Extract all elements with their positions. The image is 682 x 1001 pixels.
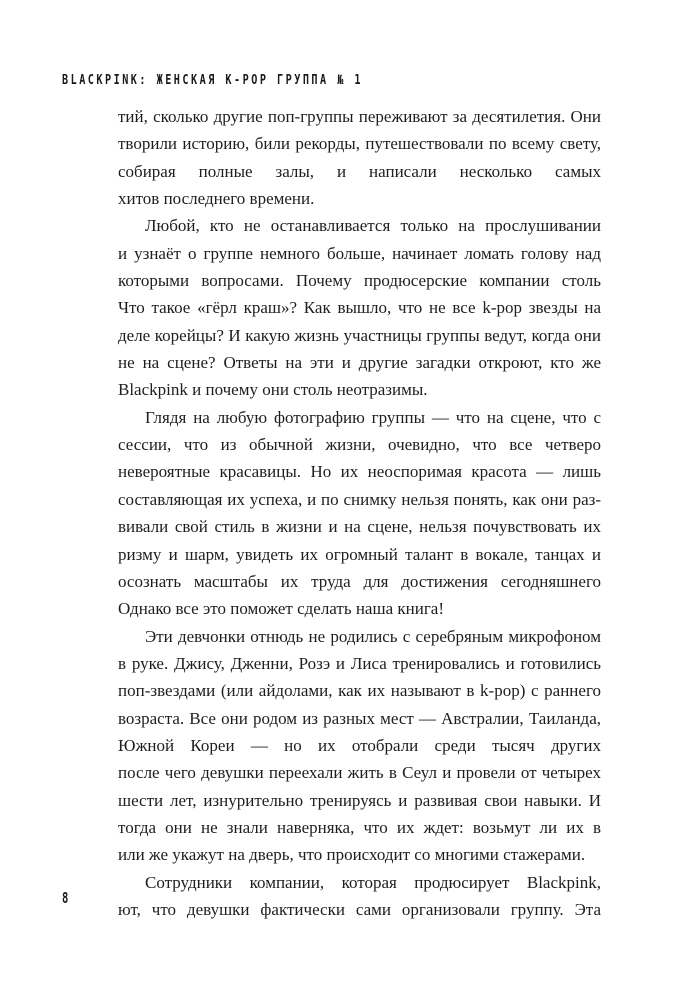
text-line: составляющая их успеха, и по снимку нельзя понять, как они раз-: [118, 489, 601, 509]
text-line: в руке. Джису, Дженни, Розэ и Лиса тренировались и готовились: [118, 653, 601, 673]
text-line: творили историю, били рекорды, путешествовали по всему свету,: [118, 134, 601, 154]
text-line: Эти девчонки отнюдь не родились с серебряным микрофоном: [145, 626, 601, 646]
text-line: Blackpink и почему они столь неотразимы.: [118, 380, 428, 400]
text-line: после чего девушки переехали жить в Сеул и провели от четырех: [118, 763, 601, 783]
text-line: Глядя на любую фотографию группы — что на сцене, что с: [145, 407, 601, 427]
text-line: тогда они не знали наверняка, что их ждет: возьмут ли их в: [118, 817, 601, 837]
body-text: [118, 103, 601, 923]
text-line: Сотрудники компании, которая продюсирует Blackpink,: [145, 872, 601, 892]
text-line: ризму и шарм, увидеть их огромный талант в вокале, танцах и: [118, 544, 601, 564]
text-line: и узнаёт о группе немного больше, начинает ломать голову над: [118, 243, 601, 263]
text-line: Южной Кореи — но их отобрали среди тысяч других: [118, 735, 601, 755]
text-line: поп-звездами (или айдолами, как их называют в k-pop) с раннего: [118, 681, 601, 701]
text-line: ют, что девушки фактически сами организовали группу. Эта: [118, 899, 601, 919]
text-line: не на сцене? Ответы на эти и другие загадки откроют, кто же: [118, 353, 601, 373]
text-line: хитов последнего времени.: [118, 189, 315, 209]
text-line: деле корейцы? И какую жизнь участницы группы ведут, когда они: [118, 325, 601, 345]
running-head: BLACKPINK: ЖЕНСКАЯ K-POP ГРУППА № 1: [62, 73, 364, 88]
text-line: Что такое «гёрл краш»? Как вышло, что не все k-pop звезды на: [118, 298, 601, 318]
page-number: 8: [62, 889, 69, 907]
text-line: или же укажут на дверь, что происходит со многими стажерами.: [118, 845, 586, 865]
text-line: осознать масштабы их труда для достижения сегодняшнего: [118, 571, 601, 591]
text-line: Однако все это поможет сделать наша книга!: [118, 599, 444, 619]
text-line: собирая полные залы, и написали несколько самых: [118, 161, 601, 181]
text-line: шести лет, изнурительно тренируясь и развивая свои навыки. И: [118, 790, 601, 810]
text-line: Любой, кто не останавливается только на прослушивании: [145, 216, 601, 236]
text-line: которыми вопросами. Почему продюсерские компании столь: [118, 271, 601, 291]
text-line: вивали свой стиль в жизни и на сцене, нельзя почувствовать их: [118, 517, 601, 537]
text-line: тий, сколько другие поп-группы переживают за десятилетия. Они: [118, 107, 601, 126]
text-line: невероятные красавицы. Но их неоспоримая красота — лишь: [118, 462, 601, 482]
text-line: возраста. Все они родом из разных мест — Австралии, Таиланда,: [118, 708, 601, 728]
text-line: сессии, что из обычной жизни, очевидно, что все четверо: [118, 435, 601, 455]
